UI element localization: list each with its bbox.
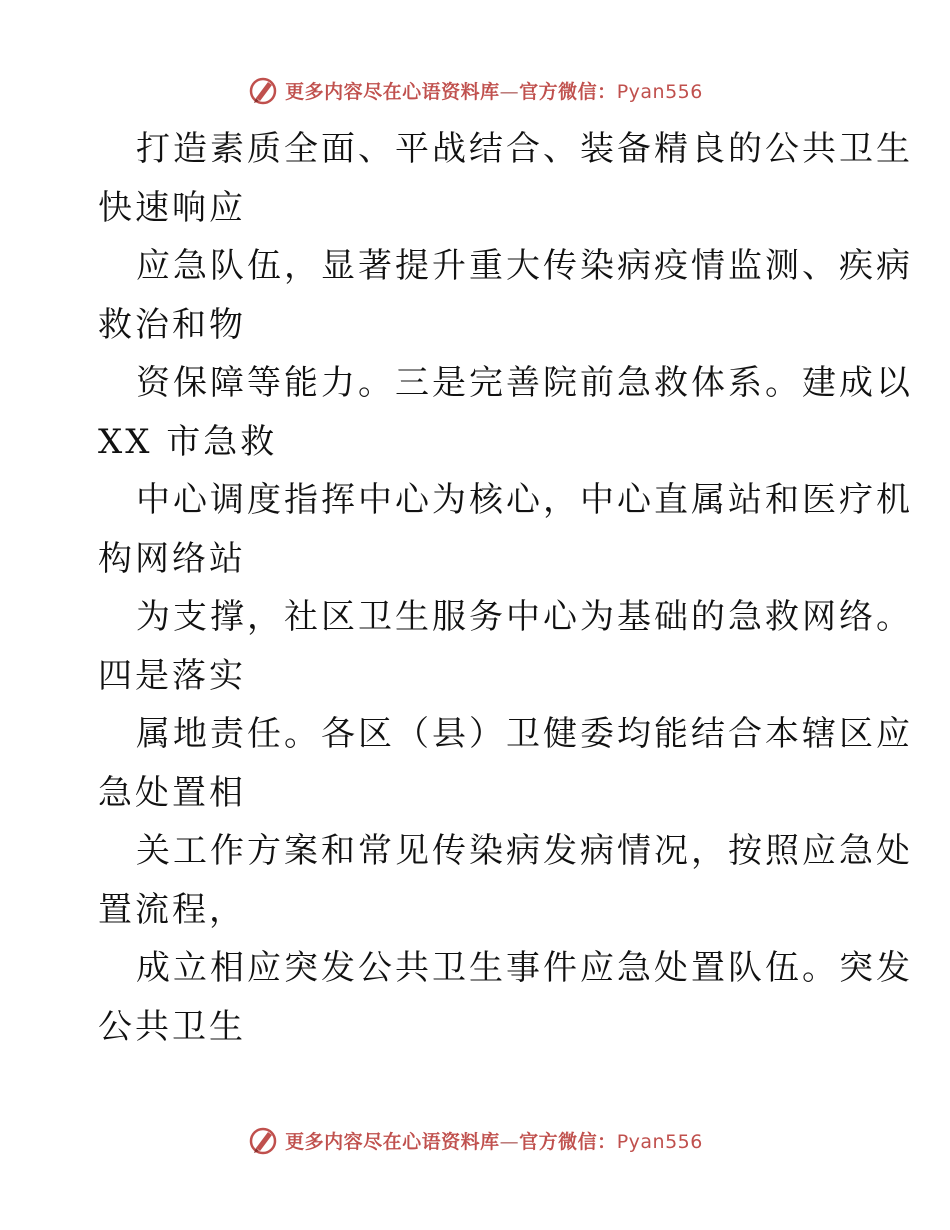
header-banner-wechat-label: 官方微信： — [519, 80, 617, 103]
line-wrap: 置流程， — [98, 889, 246, 930]
header-banner-text — [285, 77, 703, 104]
line-first: 关工作方案和常见传染病发病情况，按照应急处 — [136, 831, 913, 871]
line-wrap: 快速响应 — [98, 187, 246, 228]
line-first: 资保障等能力。三是完善院前急救体系。建成以 — [136, 363, 913, 403]
header-banner — [0, 70, 950, 110]
line-wrap: 救治和物 — [98, 304, 246, 345]
paragraph-line — [98, 588, 913, 705]
document-body — [98, 120, 913, 1056]
pen-circle-logo-icon — [247, 1124, 279, 1156]
paragraph-line — [98, 354, 913, 471]
line-wrap: 急处置相 — [98, 772, 246, 813]
line-first: 属地责任。各区（县）卫健委均能结合本辖区应 — [136, 714, 913, 754]
line-first: 成立相应突发公共卫生事件应急处置队伍。突发 — [136, 948, 913, 988]
paragraph-line — [98, 471, 913, 588]
footer-banner-title: 更多内容尽在心语资料库 — [285, 1130, 500, 1153]
header-banner-title: 更多内容尽在心语资料库 — [285, 80, 500, 103]
line-wrap: 构网络站 — [98, 538, 246, 579]
line-wrap: 四是落实 — [98, 655, 246, 696]
line-first: 为支撑，社区卫生服务中心为基础的急救网络。 — [136, 597, 913, 637]
pen-circle-logo-icon — [247, 74, 279, 106]
paragraph-line — [98, 822, 913, 939]
paragraph-line — [98, 237, 913, 354]
paragraph-line — [98, 705, 913, 822]
line-first: 应急队伍，显著提升重大传染病疫情监测、疾病 — [136, 246, 913, 286]
line-first: 打造素质全面、平战结合、装备精良的公共卫生 — [136, 129, 913, 169]
paragraph-line — [98, 939, 913, 1056]
footer-banner-text — [285, 1127, 703, 1154]
line-wrap: XX 市急救 — [98, 421, 278, 462]
footer-banner-wechat-id: Pyan556 — [616, 1130, 703, 1153]
paragraph-line — [98, 120, 913, 237]
footer-banner — [0, 1120, 950, 1160]
header-banner-separator: — — [499, 80, 520, 103]
footer-banner-wechat-label: 官方微信： — [519, 1130, 617, 1153]
header-banner-wechat-id: Pyan556 — [616, 80, 703, 103]
line-first: 中心调度指挥中心为核心，中心直属站和医疗机 — [136, 480, 913, 520]
line-wrap: 公共卫生 — [98, 1006, 246, 1047]
footer-banner-separator: — — [499, 1130, 520, 1153]
